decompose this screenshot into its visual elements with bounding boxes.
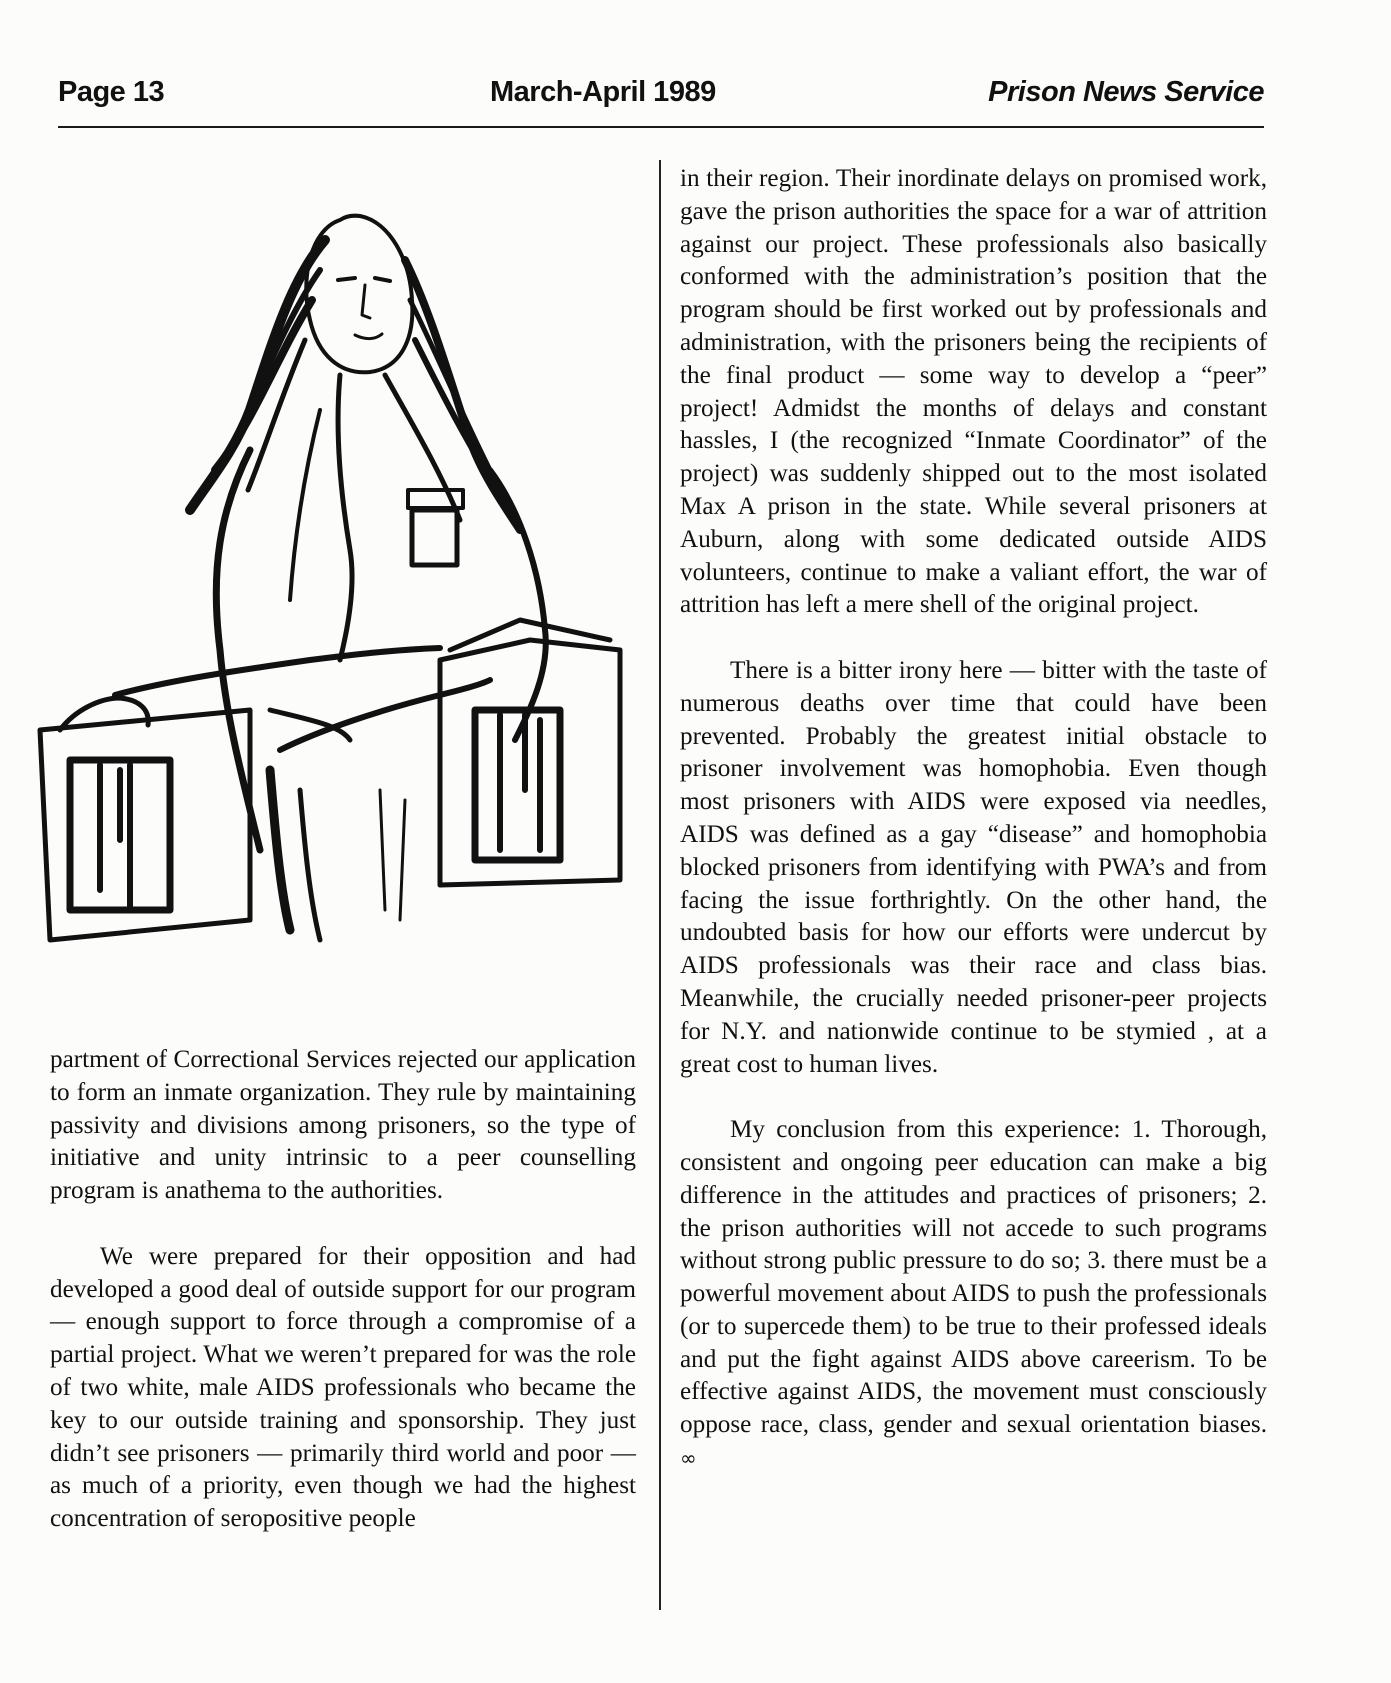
column-divider (659, 160, 661, 1610)
jacket-lapel-left (338, 375, 352, 660)
right-column (680, 163, 1267, 1475)
mouth (355, 334, 382, 339)
issue-date: March-April 1989 (490, 76, 716, 108)
eye-right (375, 278, 390, 281)
final-paragraph-text: My conclusion from this experience: 1. Thorough, consistent and ongoing peer education can make a big difference in the attitudes and practices of prisoners; 2. the prison authorities will not accede to such programs without strong public pressure to do so; 3. there must be a powerful movement about AIDS to push the professionals (or to supercede them) to be true to their professed ideals and put the fight against AIDS above careerism. To be effective against AIDS, the movement must consciously oppose race, class, gender and sexual orientation biases. (680, 1116, 1267, 1439)
page-number: Page 13 (58, 76, 165, 108)
jacket-outline (216, 450, 260, 850)
article-paragraph: We were prepared for their opposition and had developed a good deal of outside support for our program — enough support to force through a compromise of a partial project. What we weren’t prepared for was the role of two white, male AIDS professionals who became the key to our outside training and sponsorship. They just didn’t see prisoners — primarily third world and poor — as much of a priority, even though we had the highest concentration of seropositive people (50, 1242, 636, 1533)
article-paragraph: There is a bitter irony here — bitter with the taste of numerous deaths over time that could have been prevented. Probably the greatest initial obstacle to prisoner involvement was homophobia. Even though most prisoners with AIDS were exposed via needles, AIDS was defined as a gay “disease” and homophobia blocked prisoners from identifying with PWA’s and from facing the issue forthrightly. On the other hand, the undoubted basis for how our efforts were undercut by AIDS professionals was their race and class bias. Meanwhile, the crucially needed prisoner-peer projects for N.Y. and nationwide continue to be stymied , at a great cost to human lives. (680, 656, 1267, 1078)
article-paragraph-final (680, 1114, 1267, 1475)
eye-left (338, 278, 355, 280)
sketch-drawing (20, 150, 650, 980)
left-column (50, 1044, 636, 1536)
nose (362, 285, 370, 318)
file-box-right (440, 640, 620, 885)
article-paragraph: in their region. Their inordinate delays on promised work, gave the prison authorities the space for a war of attrition against our project. These professionals also basically conformed with the administration’s position that the program should be first worked out by professionals and administration, with the prisoners being the recipients of the final product — some way to develop a “peer” project! Admidst the months of delays and constant hassles, I (the recognized “Inmate Coordinator” of the project) was suddenly shipped out to the most isolated Max A prison in the state. While several prisoners at Auburn, along with some dedicated outside AIDS volunteers, continue to make a valiant effort, the war of attrition has left a mere shell of the original project. (680, 165, 1267, 619)
infinity-end-mark-icon: ∞ (680, 1446, 697, 1471)
jacket-pocket (412, 510, 457, 565)
article-paragraph: partment of Correctional Services rejected our application to form an inmate organization. They rule by maintaining passivity and divisions among prisoners, so the type of initiative and unity intrinsic to a peer counselling program is anathema to the authorities. (50, 1046, 636, 1205)
arm-left (115, 648, 440, 695)
masthead-rule (58, 126, 1264, 128)
publication-title: Prison News Service (988, 76, 1264, 108)
masthead (58, 76, 1264, 120)
prisoner-illustration (20, 150, 650, 980)
jacket-lapel-right (385, 375, 460, 520)
arm-right (280, 680, 490, 750)
